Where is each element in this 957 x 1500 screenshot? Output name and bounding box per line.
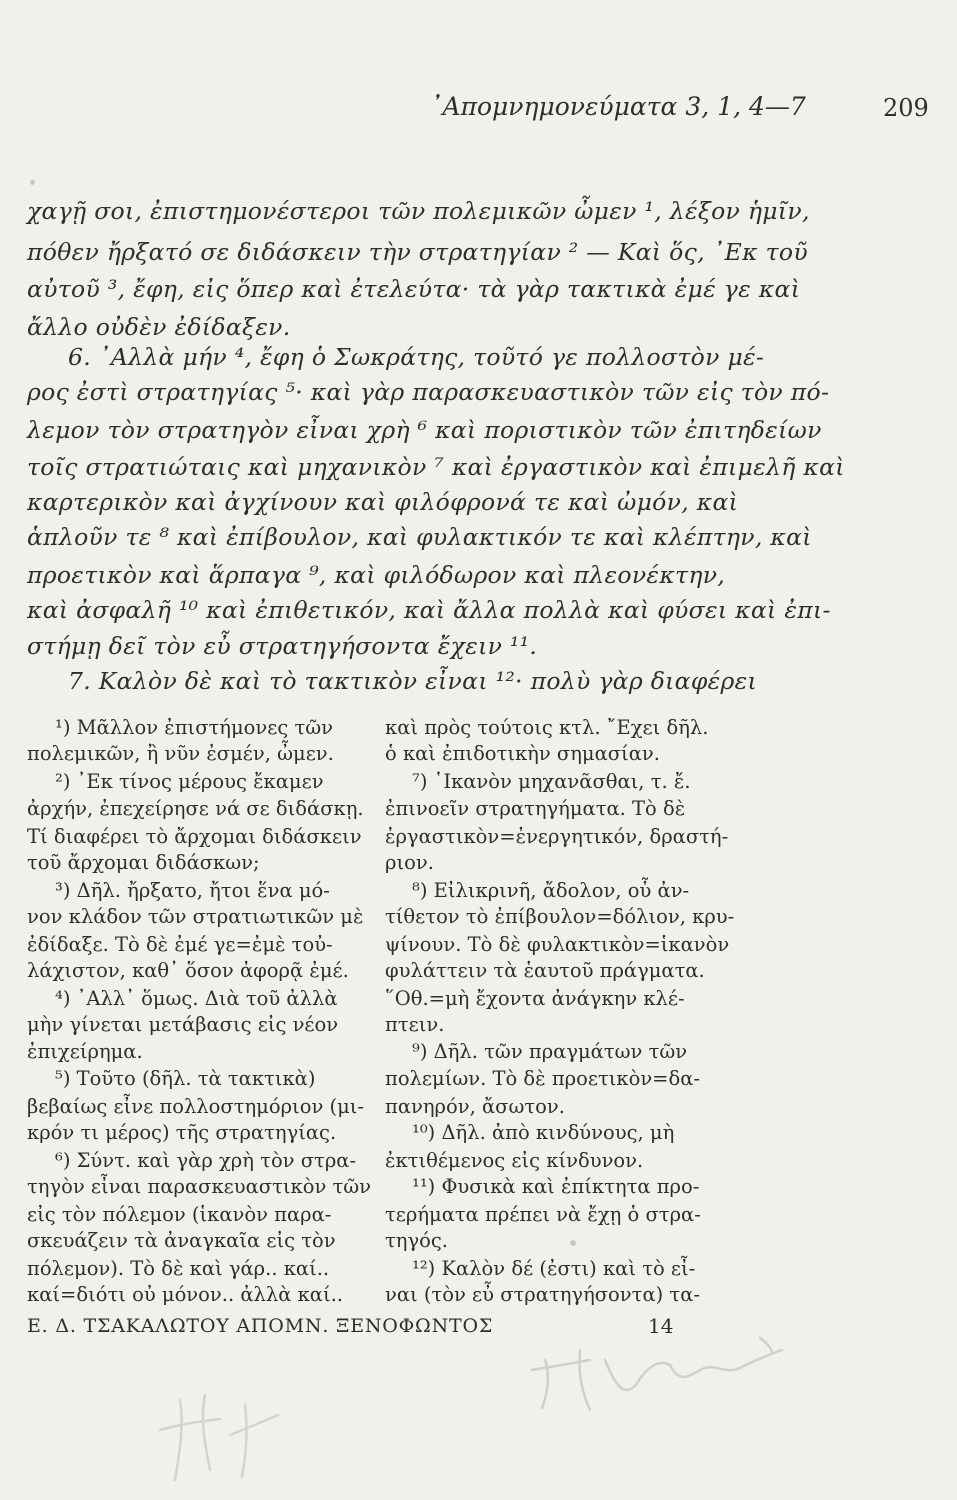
footnote-line: φυλάττειν τὰ ἑαυτοῦ πράγματα. <box>385 959 705 982</box>
running-head-title: ᾿Απομνημονεύματα 3, 1, 4—7 <box>430 92 806 121</box>
main-line: καὶ ἀσφαλῆ ¹⁰ καὶ ἐπιθετικόν, καὶ ἄλλα πολλὰ καὶ φύσει καὶ ἐπι- <box>27 596 831 624</box>
footnote-line: ⁴) ᾿Αλλ᾿ ὅμως. Διὰ τοῦ ἀλλὰ <box>55 987 338 1010</box>
footnote-line: ⁵) Τοῦτο (δῆλ. τὰ τακτικὰ) <box>55 1067 316 1090</box>
main-line: προετικὸν καὶ ἅρπαγα ⁹, καὶ φιλόδωρον καὶ πλεονέκτην, <box>27 561 726 589</box>
main-line: ρος ἐστὶ στρατηγίας ⁵· καὶ γὰρ παρασκευαστικὸν τῶν εἰς τὸν πό- <box>27 378 830 406</box>
main-line: χαγῇ σοι, ἐπιστημονέστεροι τῶν πολεμικῶν ὦμεν ¹, λέξον ἡμῖν, <box>27 197 810 225</box>
footnote-line: ἐργαστικὸν=ἐνεργητικόν, δραστή- <box>385 825 729 848</box>
footnote-line: καί=διότι οὐ μόνον.. ἀλλὰ καί.. <box>27 1283 343 1306</box>
footnote-line: ἀρχήν, ἐπεχείρησε νά σε διδάσκῃ. <box>27 797 364 820</box>
footnote-line: σκευάζειν τὰ ἀναγκαῖα εἰς τὸν <box>27 1229 336 1252</box>
footnote-line: τοῦ ἄρχομαι διδάσκων; <box>27 851 260 874</box>
footnote-line: τηγὸν εἶναι παρασκευαστικὸν τῶν <box>27 1175 372 1198</box>
footnote-line: πτειν. <box>385 1013 445 1036</box>
footnote-line: πανηρόν, ἄσωτον. <box>385 1095 565 1118</box>
main-line: στήμῃ δεῖ τὸν εὖ στρατηγήσοντα ἔχειν ¹¹. <box>27 632 538 660</box>
footer-signature-line: Ε. Δ. ΤΣΑΚΑΛΩΤΟΥ ΑΠΟΜΝ. ΞΕΝΟΦΩΝΤΟΣ <box>27 1315 494 1337</box>
footnote-line: κρόν τι μέρος) τῆς στρατηγίας. <box>27 1121 337 1144</box>
footnote-line: τηγός. <box>385 1229 448 1252</box>
footnote-line: ὁ καὶ ἐπιδοτικὴν σημασίαν. <box>385 742 660 765</box>
main-line: ἁπλοῦν τε ⁸ καὶ ἐπίβουλον, καὶ φυλακτικόν τε καὶ κλέπτην, καὶ <box>27 523 812 551</box>
footnote-line: τερήματα πρέπει νὰ ἔχῃ ὁ στρα- <box>385 1203 701 1226</box>
footnote-line: τίθετον τὸ ἐπίβουλον=δόλιον, κρυ- <box>385 905 735 928</box>
footnote-line: ψίνουν. Τὸ δὲ φυλακτικὸν=ἱκανὸν <box>385 933 730 956</box>
footnote-line: ἐκτιθέμενος εἰς κίνδυνον. <box>385 1149 644 1172</box>
footnote-line: ριον. <box>385 851 434 874</box>
main-line: πόθεν ἤρξατό σε διδάσκειν τὴν στρατηγίαν ² — Καὶ ὅς, ᾿Εκ τοῦ <box>27 238 808 266</box>
main-line: λεμον τὸν στρατηγὸν εἶναι χρὴ ⁶ καὶ ποριστικὸν τῶν ἐπιτηδείων <box>27 416 822 444</box>
footnote-line: ⁶) Σύντ. καὶ γὰρ χρὴ τὸν στρα- <box>55 1149 357 1172</box>
main-line: ἄλλο οὐδὲν ἐδίδαξεν. <box>27 313 291 341</box>
footnote-line: ⁸) Εἰλικρινῆ, ἄδολον, οὗ ἀν- <box>412 879 690 902</box>
paper-spot <box>570 1240 576 1246</box>
footnote-line: ῞Οθ.=μὴ ἔχοντα ἀνάγκην κλέ- <box>385 987 685 1010</box>
footnote-line: ¹) Μᾶλλον ἐπιστήμονες τῶν <box>55 716 334 739</box>
handwritten-signature-right <box>520 1330 800 1420</box>
handwritten-signature-left <box>150 1385 290 1485</box>
footnote-line: εἰς τὸν πόλεμον (ἱκανὸν παρα- <box>27 1203 332 1226</box>
footnote-line: Τί διαφέρει τὸ ἄρχομαι διδάσκειν <box>27 825 362 848</box>
main-line: καρτερικὸν καὶ ἀγχίνουν καὶ φιλόφρονά τε καὶ ὠμόν, καὶ <box>27 488 739 516</box>
footnote-line: ¹¹) Φυσικὰ καὶ ἐπίκτητα προ- <box>412 1175 700 1198</box>
footnote-line: πολεμίων. Τὸ δὲ προετικὸν=δα- <box>385 1067 701 1090</box>
footnote-line: ναι (τὸν εὖ στρατηγήσοντα) τα- <box>385 1283 700 1306</box>
paper-spot <box>30 180 35 185</box>
main-line: 6. ᾿Αλλὰ μήν ⁴, ἔφη ὁ Σωκράτης, τοῦτό γε πολλοστὸν μέ- <box>68 343 765 371</box>
footnote-line: πόλεμον). Τὸ δὲ καὶ γάρ.. καί.. <box>27 1257 330 1280</box>
main-line: τοῖς στρατιώταις καὶ μηχανικὸν ⁷ καὶ ἐργαστικὸν καὶ ἐπιμελῆ καὶ <box>27 453 845 481</box>
footnote-line: ⁹) Δῆλ. τῶν πραγμάτων τῶν <box>412 1040 688 1063</box>
footnote-line: ἐπινοεῖν στρατηγήματα. Τὸ δὲ <box>385 797 686 820</box>
footnote-line: ²) ᾿Εκ τίνος μέρους ἔκαμεν <box>55 770 324 793</box>
footnote-line: ¹²) Καλὸν δέ (ἐστι) καὶ τὸ εἶ- <box>412 1257 696 1280</box>
footnote-line: ⁷) ῾Ικανὸν μηχανᾶσθαι, τ. ἔ. <box>412 770 691 793</box>
footnote-line: νον κλάδον τῶν στρατιωτικῶν μὲ <box>27 905 364 928</box>
footnote-line: ἐπιχείρημα. <box>27 1040 143 1063</box>
main-line: αὐτοῦ ³, ἔφη, εἰς ὅπερ καὶ ἐτελεύτα· τὰ γὰρ τακτικὰ ἐμέ γε καὶ <box>27 275 801 303</box>
footnote-line: καὶ πρὸς τούτοις κτλ. ῎Εχει δῆλ. <box>385 716 709 739</box>
footnote-line: ³) Δῆλ. ἤρξατο, ἤτοι ἕνα μό- <box>55 879 330 902</box>
footnote-line: ¹⁰) Δῆλ. ἀπὸ κινδύνους, μὴ <box>412 1121 675 1144</box>
page-number: 209 <box>883 94 929 122</box>
footnote-line: πολεμικῶν, ἢ νῦν ἐσμέν, ὦμεν. <box>27 742 334 765</box>
footnote-line: λάχιστον, καθ᾿ ὅσον ἀφορᾷ ἐμέ. <box>27 959 349 982</box>
footnote-line: ἐδίδαξε. Τὸ δὲ ἐμέ γε=ἐμὲ τοὐ- <box>27 933 333 956</box>
main-line: 7. Καλὸν δὲ καὶ τὸ τακτικὸν εἶναι ¹²· πολὺ γὰρ διαφέρει <box>68 667 758 695</box>
sheet-number: 14 <box>648 1314 674 1338</box>
footnote-line: βεβαίως εἶνε πολλοστημόριον (μι- <box>27 1095 365 1118</box>
footnote-line: μὴν γίνεται μετάβασις εἰς νέον <box>27 1013 339 1036</box>
